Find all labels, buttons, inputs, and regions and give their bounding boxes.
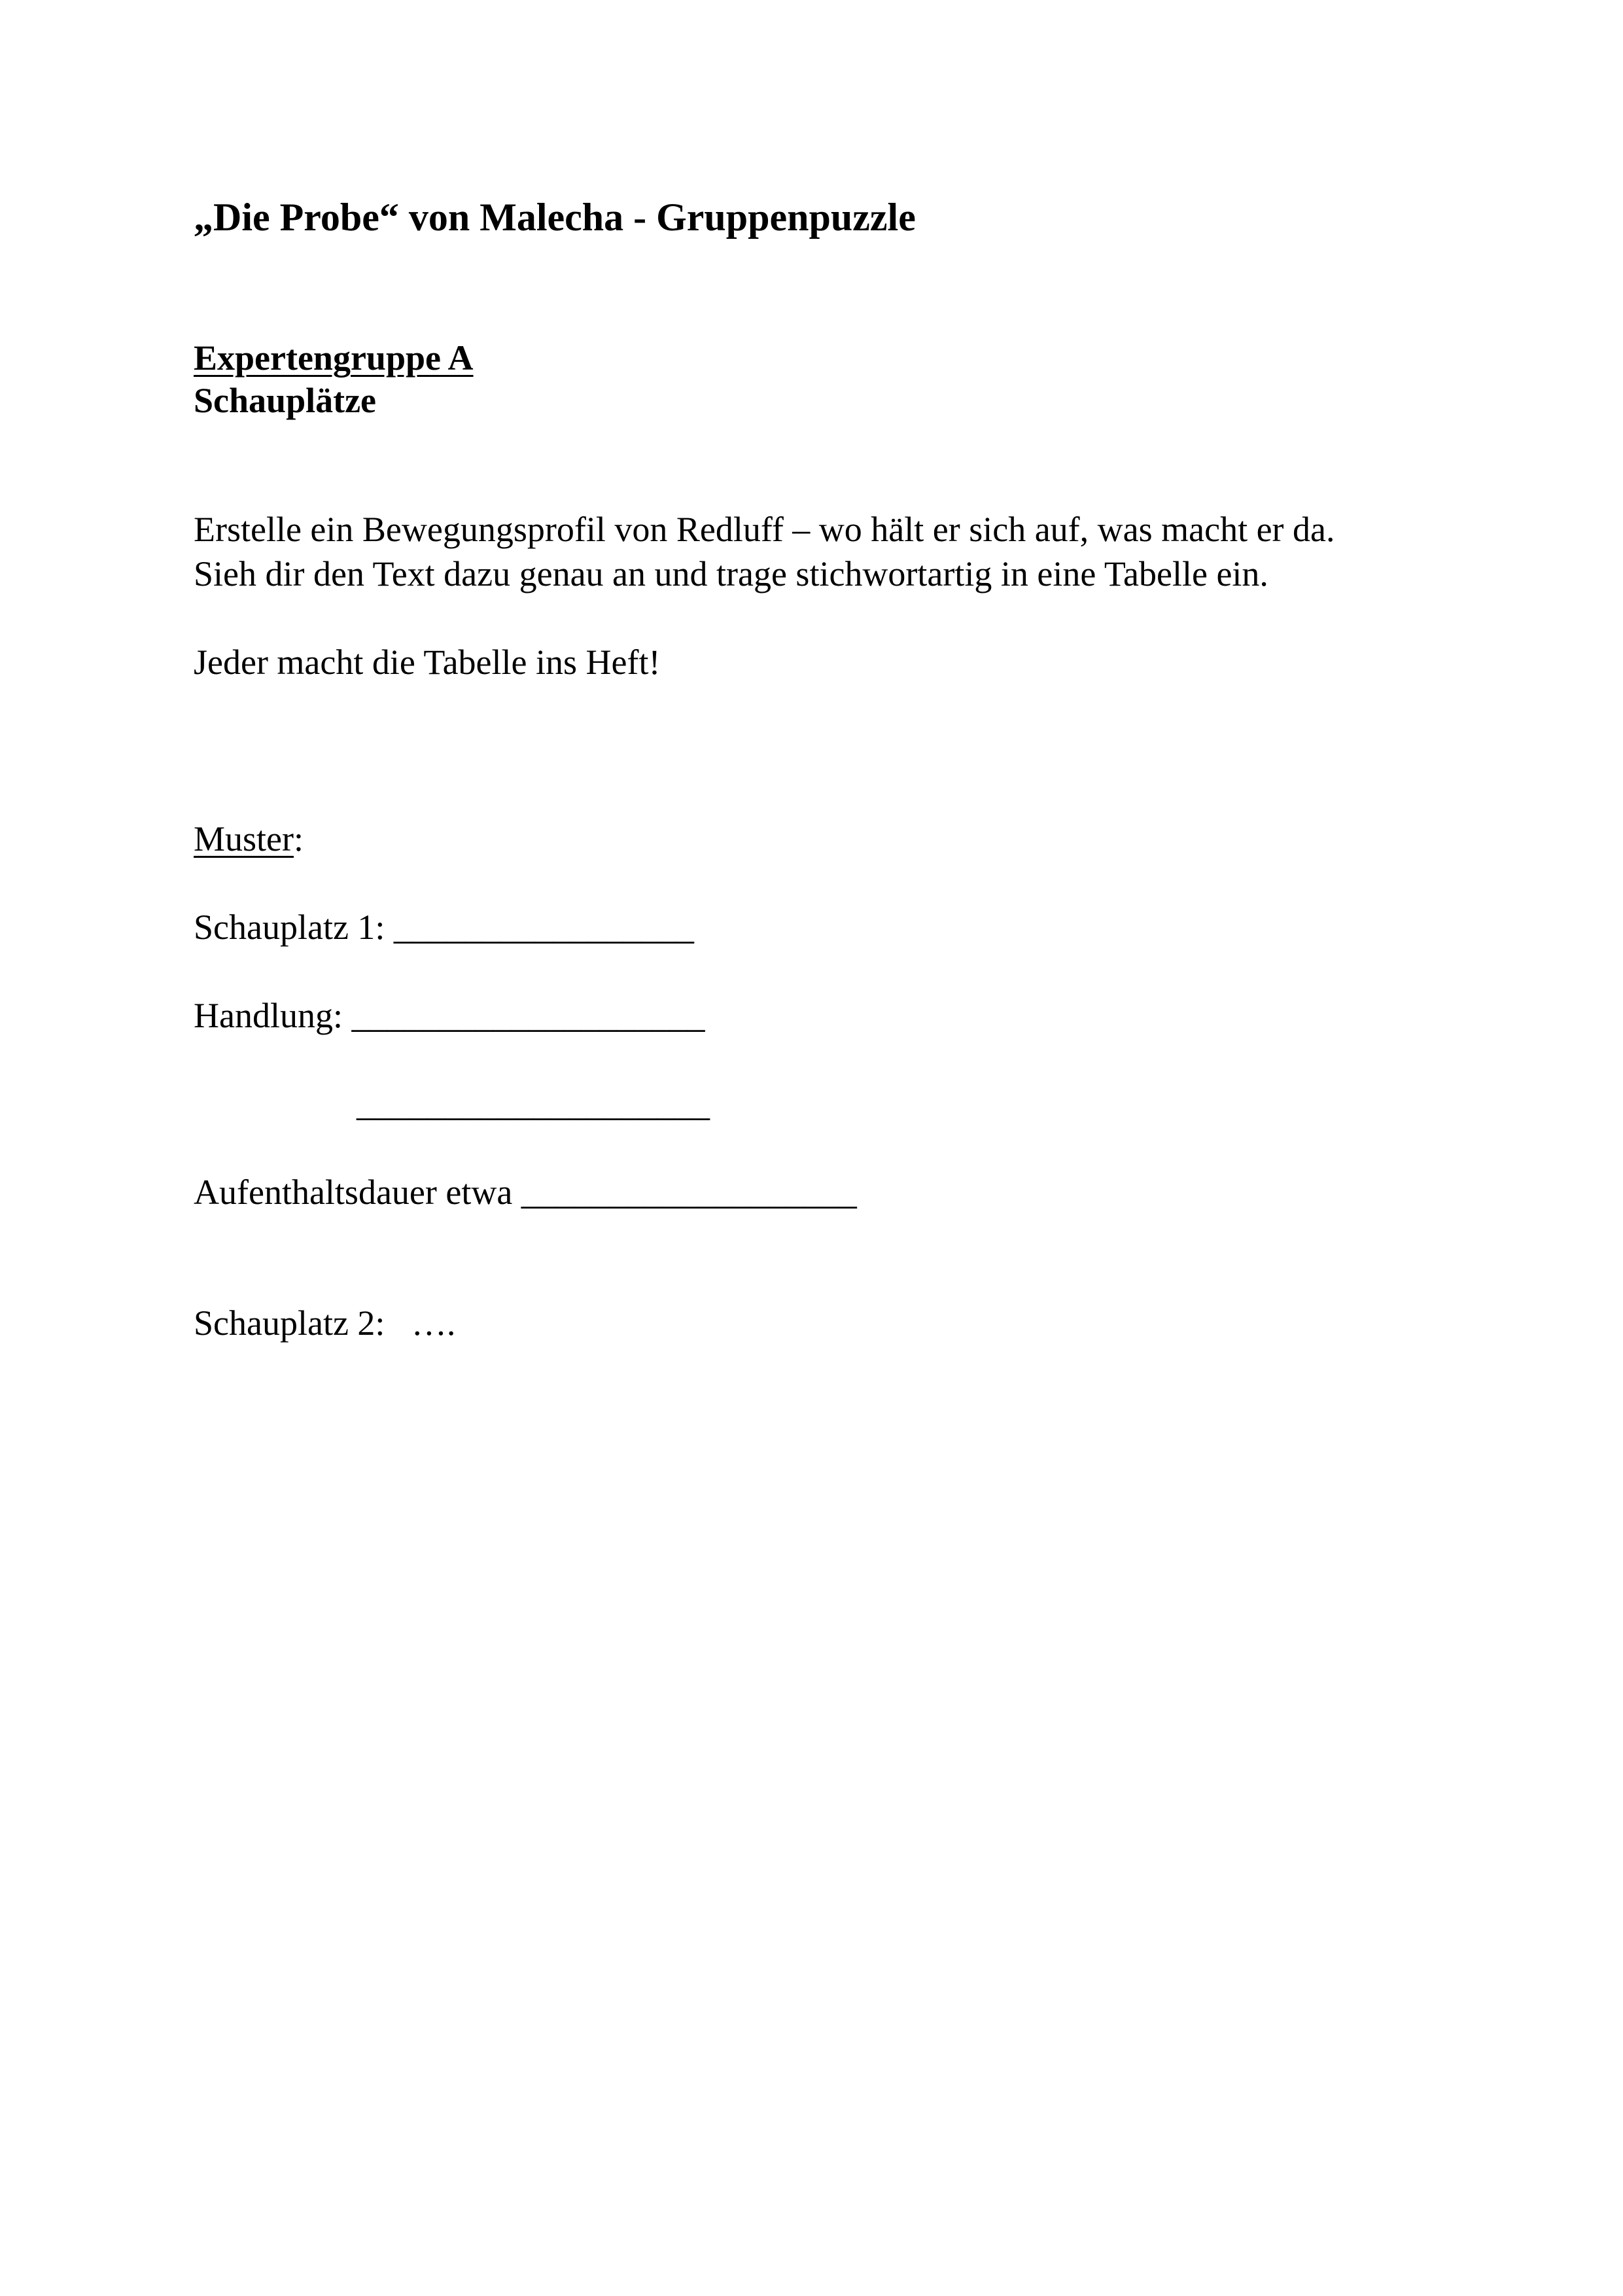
template-label-line (194, 821, 304, 857)
template-label: Muster (194, 819, 294, 858)
page-title: „Die Probe“ von Malecha - Gruppenpuzzle (194, 196, 916, 239)
instruction-line-1: Erstelle ein Bewegungsprofil von Redluff – wo hält er sich auf, was macht er da. (194, 510, 1335, 549)
expert-group-subheading: Schauplätze (194, 381, 377, 420)
template-handlung-continuation: ____________________ (357, 1084, 710, 1123)
instruction-note: Jeder macht die Tabelle ins Heft! (194, 643, 661, 682)
template-schauplatz-1: Schauplatz 1: _________________ (194, 908, 694, 947)
template-aufenthaltsdauer: Aufenthaltsdauer etwa ___________________ (194, 1173, 857, 1212)
instruction-line-2: Sieh dir den Text dazu genau an und trage stichwortartig in eine Tabelle ein. (194, 554, 1268, 593)
template-label-suffix: : (293, 819, 304, 858)
template-handlung: Handlung: ____________________ (194, 996, 705, 1035)
template-schauplatz-2: Schauplatz 2: …. (194, 1303, 456, 1343)
expert-group-heading: Expertengruppe A (194, 338, 474, 378)
